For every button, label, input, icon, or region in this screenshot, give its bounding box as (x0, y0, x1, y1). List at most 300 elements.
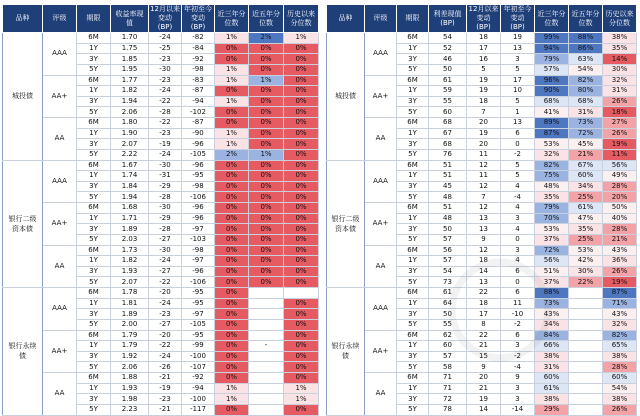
percentile-cell: 0% (215, 224, 249, 235)
percentile-cell: 1% (215, 128, 249, 139)
value-cell: -19 (149, 139, 182, 150)
percentile-cell: 54% (603, 383, 637, 394)
table-row (3, 288, 319, 299)
value-cell: -21 (149, 373, 182, 384)
value-cell: 2.00 (111, 319, 149, 330)
value-cell: 1.95 (111, 64, 149, 75)
header-cell (149, 5, 182, 33)
value-cell: -95 (182, 171, 215, 182)
percentile-cell: 28% (603, 224, 637, 235)
category-cell: 城投债 (3, 33, 43, 161)
header-label-part: 期限 (405, 14, 420, 22)
value-cell: 17 (467, 309, 501, 320)
percentile-cell: 0% (215, 86, 249, 97)
value-cell: 9 (467, 234, 501, 245)
percentile-cell: 53% (535, 224, 569, 235)
category-label-line: 银行永续 (331, 342, 360, 351)
value-cell: -94 (182, 383, 215, 394)
tenor-cell: 1Y (77, 213, 111, 224)
percentile-cell: 0% (249, 224, 284, 235)
category-label-line: 银行永续 (8, 342, 37, 351)
tenor-cell: 6M (77, 33, 111, 44)
tenor-cell: 5Y (77, 404, 111, 415)
percentile-cell: 73% (569, 118, 603, 129)
percentile-cell: 21% (603, 234, 637, 245)
value-cell: -105 (182, 149, 215, 160)
value-cell: 6 (501, 128, 535, 139)
percentile-cell: 65% (603, 341, 637, 352)
percentile-cell: 28% (603, 362, 637, 373)
percentile-cell: 70% (535, 213, 569, 224)
value-cell: 1.92 (111, 351, 149, 362)
value-cell: -95 (182, 330, 215, 341)
header-cell (327, 5, 365, 33)
value-cell: 50 (429, 309, 467, 320)
percentile-cell: 0% (215, 118, 249, 129)
value-cell: 9 (467, 362, 501, 373)
percentile-cell: 0% (215, 288, 249, 299)
tenor-cell: 5Y (77, 64, 111, 75)
percentile-cell: 84% (535, 330, 569, 341)
percentile-cell: 67% (569, 160, 603, 171)
value-cell: 2.22 (111, 149, 149, 160)
percentile-cell: 0% (284, 139, 319, 150)
percentile-cell: 51% (535, 266, 569, 277)
percentile-cell: 1% (215, 383, 249, 394)
value-cell: -24 (149, 86, 182, 97)
value-cell: 6 (501, 288, 535, 299)
value-cell: -98 (182, 245, 215, 256)
value-cell: 4 (501, 181, 535, 192)
header-label-part: 近三年分 (217, 9, 246, 18)
value-cell: 21 (467, 383, 501, 394)
percentile-cell: 0% (284, 203, 319, 214)
value-cell: 61 (429, 75, 467, 86)
percentile-cell: 37% (535, 277, 569, 288)
percentile-cell: 0% (249, 181, 284, 192)
value-cell: -87 (182, 118, 215, 129)
tenor-cell: 5Y (77, 319, 111, 330)
percentile-cell (569, 404, 603, 415)
percentile-cell: 60% (535, 373, 569, 384)
rating-cell: AA (365, 245, 397, 288)
tenor-cell: 1Y (397, 298, 429, 309)
tenor-cell: 6M (77, 245, 111, 256)
percentile-cell: 0% (284, 256, 319, 267)
value-cell: 18 (467, 256, 501, 267)
header-cell (429, 5, 467, 33)
value-cell: 18 (467, 33, 501, 44)
percentile-cell: 42% (569, 256, 603, 267)
value-cell: -29 (149, 213, 182, 224)
header-label-part: 12月以来 (468, 5, 499, 13)
percentile-cell: 0% (215, 341, 249, 352)
header-cell (77, 5, 111, 33)
percentile-cell: 87% (603, 288, 637, 299)
rating-cell: AA+ (43, 330, 77, 373)
percentile-cell: 38% (603, 33, 637, 44)
percentile-cell (569, 298, 603, 309)
tenor-cell: 1Y (77, 383, 111, 394)
percentile-cell: 0% (215, 298, 249, 309)
percentile-cell: 28% (603, 181, 637, 192)
tenor-cell: 1Y (397, 213, 429, 224)
header-label-part: (BP) (157, 23, 173, 31)
tenor-cell: 6M (397, 33, 429, 44)
header-label-part: 期限 (86, 14, 101, 22)
percentile-cell: 0% (249, 139, 284, 150)
category-label-line: 资本债 (335, 224, 356, 233)
value-cell: -24 (149, 351, 182, 362)
percentile-cell: 0% (284, 181, 319, 192)
value-cell: 2.07 (111, 277, 149, 288)
value-cell: -96 (182, 160, 215, 171)
table-row (327, 118, 637, 129)
tenor-cell: 6M (77, 118, 111, 129)
value-cell: 20 (467, 373, 501, 384)
percentile-cell: 88% (535, 288, 569, 299)
percentile-cell: 0% (284, 43, 319, 54)
percentile-cell: 0% (249, 203, 284, 214)
category-label-line: 债 (342, 352, 349, 361)
percentile-cell: 49% (603, 171, 637, 182)
percentile-cell (569, 394, 603, 405)
tenor-cell: 6M (397, 75, 429, 86)
percentile-cell: 0% (284, 330, 319, 341)
percentile-cell: 66% (535, 341, 569, 352)
header-label-part: (BP) (190, 23, 206, 31)
rating-cell: AAA (365, 288, 397, 331)
rating-cell: AA (365, 373, 397, 416)
percentile-cell (249, 404, 284, 415)
category-cell (327, 288, 365, 416)
header-label-part: 品种 (15, 14, 30, 22)
value-cell: 1.78 (111, 288, 149, 299)
percentile-cell: 26% (603, 96, 637, 107)
table-row (3, 75, 319, 86)
value-cell: 1.94 (111, 96, 149, 107)
percentile-cell: 34% (569, 181, 603, 192)
percentile-cell: 0% (249, 234, 284, 245)
value-cell: -24 (149, 33, 182, 44)
table-row (327, 75, 637, 86)
percentile-cell: 0% (215, 245, 249, 256)
tenor-cell: 5Y (77, 277, 111, 288)
value-cell: -95 (182, 298, 215, 309)
percentile-cell (249, 309, 284, 320)
value-cell: 1.88 (111, 373, 149, 384)
value-cell: 18 (467, 96, 501, 107)
table-row (3, 118, 319, 129)
tenor-cell: 5Y (77, 362, 111, 373)
value-cell: 5 (501, 96, 535, 107)
table-row (327, 245, 637, 256)
header-cell (397, 5, 429, 33)
percentile-cell: 0% (215, 266, 249, 277)
value-cell: 5 (501, 64, 535, 75)
percentile-cell: 25% (569, 234, 603, 245)
header-label-part: 历史以来 (287, 9, 315, 18)
value-cell: 19 (467, 75, 501, 86)
value-cell: 1.67 (111, 160, 149, 171)
percentile-cell: 0% (284, 298, 319, 309)
percentile-cell: 26% (603, 404, 637, 415)
value-cell: 3 (501, 213, 535, 224)
value-cell: -94 (182, 96, 215, 107)
value-cell: 54 (429, 266, 467, 277)
value-cell: 6 (501, 330, 535, 341)
header-label-part: 近三年分 (537, 9, 566, 18)
value-cell: 71 (429, 373, 467, 384)
value-cell: 3 (501, 394, 535, 405)
tenor-cell: 6M (77, 288, 111, 299)
value-cell: 17 (467, 43, 501, 54)
header-label-part: (BP) (510, 23, 525, 31)
value-cell: -2 (501, 319, 535, 330)
rating-cell: AAA (43, 33, 77, 76)
value-cell: -22 (149, 341, 182, 352)
tenor-cell: 1Y (77, 171, 111, 182)
percentile-cell: 0% (249, 266, 284, 277)
percentile-cell: 11% (603, 149, 637, 160)
tenor-cell: 3Y (397, 224, 429, 235)
percentile-cell: 19% (603, 139, 637, 150)
percentile-cell: 56% (603, 160, 637, 171)
header-label-part: 利差现值 (433, 9, 462, 18)
percentile-cell: 0% (215, 256, 249, 267)
header-label-part: 位数 (224, 18, 239, 27)
value-cell: 21 (467, 341, 501, 352)
percentile-cell: 75% (535, 171, 569, 182)
percentile-cell: 45% (569, 139, 603, 150)
tenor-cell: 3Y (77, 351, 111, 362)
tenor-cell: 5Y (397, 234, 429, 245)
percentile-cell: 0% (249, 277, 284, 288)
value-cell: -90 (182, 128, 215, 139)
value-cell: 51 (429, 203, 467, 214)
header-label-part: 变动 (510, 14, 525, 22)
value-cell: 19 (467, 394, 501, 405)
percentile-cell: 0% (249, 171, 284, 182)
table-row (3, 160, 319, 171)
header-label-part: 值 (126, 18, 133, 27)
percentile-cell: 0% (249, 86, 284, 97)
tenor-cell: 1Y (397, 341, 429, 352)
value-cell: -95 (182, 288, 215, 299)
percentile-cell: 20% (603, 192, 637, 203)
table-row (3, 330, 319, 341)
percentile-cell: 1% (215, 33, 249, 44)
value-cell: 1.93 (111, 383, 149, 394)
percentile-cell: 72% (535, 245, 569, 256)
percentile-cell: 80% (569, 86, 603, 97)
percentile-cell: 0% (215, 362, 249, 373)
percentile-cell: 0% (284, 160, 319, 171)
value-cell: 20 (467, 139, 501, 150)
value-cell: 78 (429, 404, 467, 415)
percentile-cell: 1% (215, 394, 249, 405)
header-label-part: 评级 (373, 14, 388, 22)
header-label-part: 变动 (191, 14, 205, 22)
yield-table (2, 4, 319, 416)
tenor-cell: 1Y (77, 128, 111, 139)
value-cell: -106 (182, 277, 215, 288)
value-cell: 6 (501, 266, 535, 277)
percentile-cell: 0% (215, 351, 249, 362)
header-cell (3, 5, 43, 33)
value-cell: -96 (182, 213, 215, 224)
percentile-cell (284, 288, 319, 299)
value-cell: 1.68 (111, 203, 149, 214)
percentile-cell: 63% (569, 54, 603, 65)
percentile-cell: 89% (535, 118, 569, 129)
value-cell: 1 (501, 107, 535, 118)
header-label-part: 位数 (259, 18, 273, 27)
percentile-cell: 60% (603, 373, 637, 384)
percentile-cell: 38% (535, 351, 569, 362)
value-cell: -29 (149, 181, 182, 192)
value-cell: 14 (467, 404, 501, 415)
percentile-cell: 0% (215, 330, 249, 341)
percentile-cell: 0% (249, 245, 284, 256)
tenor-cell: 1Y (77, 341, 111, 352)
percentile-cell: 71% (603, 298, 637, 309)
value-cell: 10 (501, 86, 535, 97)
value-cell: -96 (182, 139, 215, 150)
value-cell: 55 (429, 319, 467, 330)
tenor-cell: 5Y (77, 234, 111, 245)
value-cell: 20 (467, 118, 501, 129)
percentile-cell: 0% (284, 192, 319, 203)
value-cell: 3 (501, 341, 535, 352)
percentile-cell: 99% (535, 33, 569, 44)
value-cell: -99 (182, 341, 215, 352)
value-cell: -26 (149, 362, 182, 373)
percentile-cell (569, 319, 603, 330)
value-cell: 68 (429, 118, 467, 129)
tenor-cell: 1Y (77, 86, 111, 97)
header-label-part: 年初至今 (503, 5, 532, 13)
percentile-cell (249, 330, 284, 341)
category-cell: 城投债 (327, 33, 365, 161)
percentile-cell (569, 288, 603, 299)
percentile-cell: 0% (249, 192, 284, 203)
value-cell: -21 (149, 404, 182, 415)
header-label-part: 位数 (578, 18, 593, 27)
value-cell: 55 (429, 96, 467, 107)
percentile-cell: 32% (603, 75, 637, 86)
value-cell: 13 (501, 118, 535, 129)
header-label-part: 近五年分 (252, 9, 280, 18)
percentile-cell: 31% (569, 107, 603, 118)
tenor-cell: 1Y (397, 128, 429, 139)
value-cell: 48 (429, 192, 467, 203)
header-label-part: 分位数 (290, 18, 312, 27)
value-cell: 67 (429, 128, 467, 139)
value-cell: 8 (467, 319, 501, 330)
value-cell: 1.79 (111, 330, 149, 341)
header-cell (111, 5, 149, 33)
header-cell (603, 5, 637, 33)
tenor-cell: 1Y (397, 171, 429, 182)
category-label-line: 债 (19, 352, 26, 361)
percentile-cell: 87% (535, 128, 569, 139)
percentile-cell: 82% (603, 330, 637, 341)
value-cell: 2.06 (111, 362, 149, 373)
percentile-cell: 79% (535, 203, 569, 214)
tenor-cell: 3Y (77, 96, 111, 107)
percentile-cell: 0% (284, 86, 319, 97)
value-cell: 1.77 (111, 75, 149, 86)
value-cell: -23 (149, 54, 182, 65)
value-cell: 1.89 (111, 309, 149, 320)
percentile-cell: 50% (603, 203, 637, 214)
value-cell: 0 (501, 277, 535, 288)
tenor-cell: 6M (397, 288, 429, 299)
value-cell: 5 (467, 64, 501, 75)
value-cell: 61 (429, 288, 467, 299)
percentile-cell: 0% (284, 234, 319, 245)
value-cell: -97 (182, 224, 215, 235)
percentile-cell: 22% (569, 277, 603, 288)
tenor-cell: 5Y (397, 64, 429, 75)
tenor-cell: 5Y (397, 362, 429, 373)
category-cell (3, 288, 43, 416)
tenor-cell: 3Y (397, 309, 429, 320)
value-cell: 13 (467, 224, 501, 235)
tenor-cell: 6M (77, 330, 111, 341)
value-cell: -84 (182, 43, 215, 54)
value-cell: -2 (501, 149, 535, 160)
percentile-cell: 0% (249, 64, 284, 75)
tenor-cell: 3Y (77, 394, 111, 405)
value-cell: 68 (429, 139, 467, 150)
header-cell (215, 5, 249, 33)
tenor-cell: 6M (397, 330, 429, 341)
value-cell: 1.85 (111, 54, 149, 65)
category-label-line: 资本债 (12, 224, 33, 233)
value-cell: -23 (149, 75, 182, 86)
value-cell: 16 (467, 54, 501, 65)
value-cell: -23 (149, 394, 182, 405)
percentile-cell: 0% (284, 309, 319, 320)
percentile-cell: 18% (603, 107, 637, 118)
tenor-cell: 6M (397, 118, 429, 129)
percentile-cell: 0% (284, 277, 319, 288)
percentile-cell: 14% (603, 54, 637, 65)
rating-cell: AA+ (365, 330, 397, 373)
value-cell: 19 (467, 128, 501, 139)
value-cell: -83 (182, 75, 215, 86)
rating-cell: AA+ (43, 203, 77, 246)
percentile-cell: 0% (215, 404, 249, 415)
rating-cell: AAA (365, 33, 397, 76)
percentile-cell (569, 341, 603, 352)
percentile-cell: 0% (215, 319, 249, 330)
percentile-cell: 35% (569, 224, 603, 235)
value-cell: 1.94 (111, 192, 149, 203)
value-cell: -106 (182, 192, 215, 203)
value-cell: -98 (182, 64, 215, 75)
percentile-cell: 0% (284, 404, 319, 415)
percentile-cell: 0% (249, 107, 284, 118)
table-row (327, 288, 637, 299)
percentile-cell: 0% (249, 256, 284, 267)
value-cell: 52 (429, 43, 467, 54)
value-cell: 57 (429, 234, 467, 245)
value-cell: 11 (467, 149, 501, 160)
value-cell: -19 (149, 383, 182, 394)
